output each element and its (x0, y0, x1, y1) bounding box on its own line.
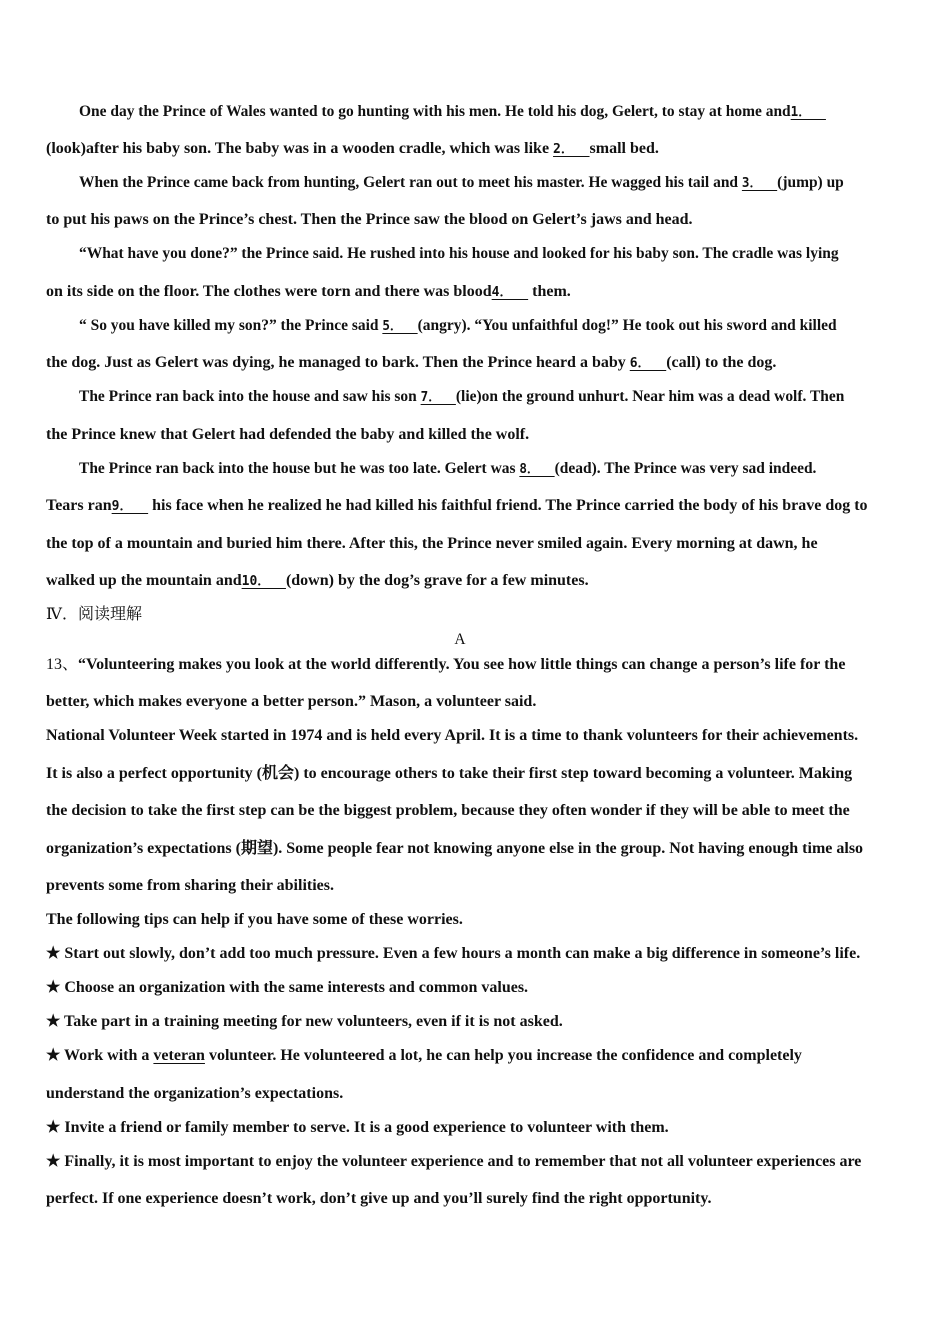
passage-line4: organization’s expectations (期望). Some people fear not knowing anyone else in the group. Not having enough time also (46, 840, 864, 857)
tip-3: ★ Take part in a training meeting for new volunteers, even if it is not asked. (46, 1013, 563, 1030)
tip-5: ★ Invite a friend or family member to serve. It is a good experience to volunteer with them. (46, 1119, 669, 1136)
story-p4-line2 (46, 353, 916, 374)
text: (angry). “You unfaithful dog!” He took out his sword and killed (417, 317, 837, 334)
text: (down) by the dog’s grave for a few minutes. (285, 572, 589, 589)
passage-line5: prevents some from sharing their abilities. (46, 877, 334, 894)
story-p1-line2 (46, 139, 916, 160)
text: the dog. Just as Gelert was dying, he managed to bark. Then the Prince heard a baby (46, 354, 630, 371)
tip-6-line2: perfect. If one experience doesn’t work, don’t give up and you’ll surely find the right opportunity. (46, 1190, 712, 1207)
tip-4-line2: understand the organization’s expectations. (46, 1085, 344, 1102)
passage-line1: National Volunteer Week started in 1974 and is held every April. It is a time to thank volunteers for their achievements. (46, 727, 859, 744)
text: small bed. (589, 140, 659, 157)
story-p3-line2 (46, 282, 916, 303)
text: walked up the mountain and (46, 572, 242, 589)
blank-4[interactable]: 4． (491, 285, 529, 300)
text: (jump) up (777, 174, 844, 191)
tip-4-line1 (46, 1046, 916, 1066)
story-p1-line1 (79, 102, 920, 123)
blank-3[interactable]: 3． (741, 176, 778, 191)
question-13-line1 (46, 655, 916, 675)
passage-line2: It is also a perfect opportunity (机会) to encourage others to take their first step toward becoming a volunteer. Making (46, 765, 853, 782)
text: (dead). The Prince was very sad indeed. (554, 460, 817, 477)
story-p6-line2 (46, 496, 916, 517)
story-p5-line1 (79, 387, 920, 408)
section-subheading: A (454, 631, 466, 648)
text: The Prince ran back into the house but he was too late. Gelert was (79, 460, 520, 477)
blank-1[interactable]: 1． (790, 105, 826, 120)
text: One day the Prince of Wales wanted to go hunting with his men. He told his dog, Gelert, to stay at home and (79, 103, 791, 120)
tip-2: ★ Choose an organization with the same interests and common values. (46, 979, 529, 996)
blank-2[interactable]: 2． (553, 142, 590, 157)
question-13-line2: better, which makes everyone a better person.” Mason, a volunteer said. (46, 693, 537, 710)
passage-line3: the decision to take the first step can be the biggest problem, because they often wonder if they will be able to meet the (46, 802, 850, 819)
underlined-word-veteran: veteran (153, 1047, 205, 1064)
blank-5[interactable]: 5． (382, 319, 418, 334)
blank-7[interactable]: 7． (420, 390, 456, 405)
text: (lie)on the ground unhurt. Near him was a dead wolf. Then (455, 388, 845, 405)
text: ★ Work with a (46, 1047, 154, 1064)
tips-intro: The following tips can help if you have some of these worries. (46, 911, 463, 928)
tip-1: ★ Start out slowly, don’t add too much pressure. Even a few hours a month can make a big difference in someone’s life. (46, 945, 861, 962)
section-heading: Ⅳ．阅读理解 (46, 606, 142, 623)
blank-8[interactable]: 8． (519, 462, 555, 477)
blank-10[interactable]: 10． (241, 574, 286, 589)
story-p3-line1: “What have you done?” the Prince said. He rushed into his house and looked for his baby son. The cradle was lying (79, 245, 839, 262)
text: When the Prince came back from hunting, Gelert ran out to meet his master. He wagged his tail and (79, 174, 742, 191)
story-p6-line3: the top of a mountain and buried him there. After this, the Prince never smiled again. Every morning at dawn, he (46, 535, 818, 552)
text: on its side on the floor. The clothes were torn and there was blood (46, 283, 492, 300)
story-p4-line1 (79, 316, 920, 337)
text: them. (528, 283, 571, 300)
story-p6-line1 (79, 459, 920, 480)
text: Tears ran (46, 497, 112, 514)
text: The Prince ran back into the house and saw his son (79, 388, 421, 405)
text: volunteer. He volunteered a lot, he can help you increase the confidence and completely (204, 1047, 802, 1064)
text: (call) to the dog. (666, 354, 777, 371)
story-p6-line4 (46, 571, 916, 592)
story-p2-line1 (79, 173, 920, 194)
story-p2-line2: to put his paws on the Prince’s chest. Then the Prince saw the blood on Gelert’s jaws and head. (46, 211, 693, 228)
text: (look)after his baby son. The baby was in a wooden cradle, which was like (46, 140, 554, 157)
blank-9[interactable]: 9． (111, 499, 149, 514)
text: his face when he realized he had killed his faithful friend. The Prince carried the body of his brave dog to (148, 497, 868, 514)
question-number: 13、 (46, 656, 79, 673)
tip-6-line1: ★ Finally, it is most important to enjoy the volunteer experience and to remember that not all volunteer experiences are (46, 1153, 862, 1170)
text: “Volunteering makes you look at the world differently. You see how little things can change a person’s life for the (78, 656, 846, 673)
text: “ So you have killed my son?” the Prince said (79, 317, 383, 334)
story-p5-line2: the Prince knew that Gelert had defended the baby and killed the wolf. (46, 426, 530, 443)
blank-6[interactable]: 6． (629, 356, 667, 371)
